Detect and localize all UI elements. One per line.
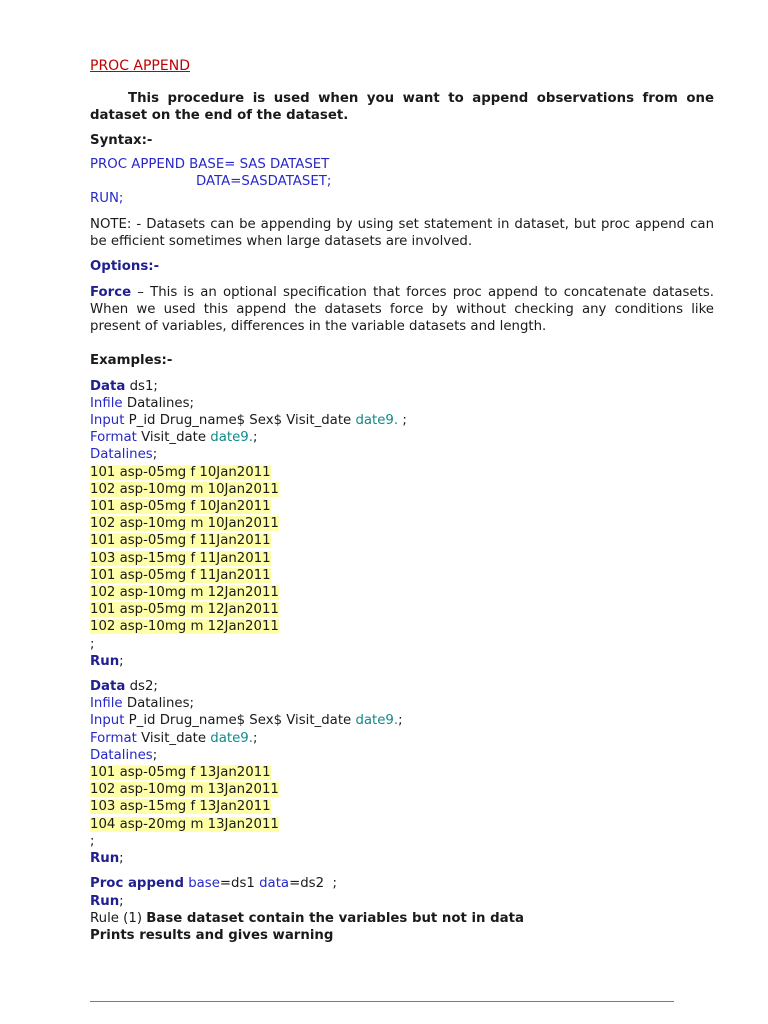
note-paragraph: NOTE: - Datasets can be appending by using set statement in dataset, but proc append can be efficient sometimes when large datasets are involved. bbox=[90, 217, 714, 250]
infile-keyword: Infile bbox=[90, 395, 123, 411]
run-keyword: Run bbox=[90, 893, 120, 909]
ds1-row-5 bbox=[90, 532, 714, 549]
data-row-text: 101 asp-05mg m 12Jan2011 bbox=[90, 602, 279, 618]
document-page bbox=[90, 56, 714, 944]
data-row-text: 102 asp-10mg m 13Jan2011 bbox=[90, 782, 279, 798]
ds1-run-line bbox=[90, 653, 714, 670]
run-keyword: Run bbox=[90, 653, 120, 669]
format-end: ; bbox=[252, 730, 258, 746]
ds1-code-block bbox=[90, 378, 714, 670]
ds1-row-1 bbox=[90, 464, 714, 481]
data-row-text: 102 asp-10mg m 10Jan2011 bbox=[90, 481, 279, 497]
force-paragraph bbox=[90, 284, 714, 335]
ds1-row-9 bbox=[90, 601, 714, 618]
infile-rest: Datalines; bbox=[122, 395, 194, 411]
run-keyword: Run bbox=[90, 851, 120, 867]
ds2-code-block bbox=[90, 678, 714, 867]
data-option-value: =ds2 ; bbox=[289, 876, 337, 892]
data-row-text: 104 asp-20mg m 13Jan2011 bbox=[90, 816, 279, 832]
format-value: date9. bbox=[210, 430, 253, 446]
ds1-row-8 bbox=[90, 584, 714, 601]
datalines-keyword: Datalines bbox=[90, 447, 153, 463]
data-keyword: Data bbox=[90, 378, 126, 394]
datalines-keyword: Datalines bbox=[90, 747, 153, 763]
ds1-input-line bbox=[90, 412, 714, 429]
input-end: ; bbox=[398, 713, 403, 729]
ds1-row-10 bbox=[90, 618, 714, 635]
ds1-datalines-line bbox=[90, 446, 714, 463]
data-keyword: Data bbox=[90, 679, 126, 695]
format-rest: Visit_date bbox=[136, 730, 211, 746]
input-end: ; bbox=[398, 413, 407, 429]
data-row-text: 103 asp-15mg f 11Jan2011 bbox=[90, 550, 271, 566]
ds1-infile-line bbox=[90, 395, 714, 412]
run-end: ; bbox=[119, 851, 124, 867]
ds1-row-3 bbox=[90, 498, 714, 515]
force-text: – This is an optional specification that forces proc append to concatenate datasets. When we used this append the datasets force by without checking any conditions like present of variables, differences in the variable datasets and length. bbox=[90, 285, 714, 335]
base-keyword: base bbox=[188, 876, 220, 892]
ds2-row-4 bbox=[90, 816, 714, 833]
base-value: =ds1 bbox=[219, 876, 260, 892]
syntax-block bbox=[90, 156, 714, 207]
format-keyword: Format bbox=[90, 730, 137, 746]
ds2-semicolon: ; bbox=[90, 833, 95, 849]
syntax-line-1: PROC APPEND BASE= SAS DATASET bbox=[90, 157, 330, 173]
format-end: ; bbox=[252, 430, 258, 446]
data-row-text: 102 asp-10mg m 10Jan2011 bbox=[90, 516, 279, 532]
page-title: PROC APPEND bbox=[90, 58, 190, 74]
ds1-row-4 bbox=[90, 515, 714, 532]
data-row-text: 101 asp-05mg f 11Jan2011 bbox=[90, 567, 271, 583]
infile-keyword: Infile bbox=[90, 696, 123, 712]
infile-rest: Datalines; bbox=[122, 696, 194, 712]
ds2-data-line bbox=[90, 678, 714, 695]
format-value: date9. bbox=[210, 730, 253, 746]
syntax-heading: Syntax:- bbox=[90, 133, 153, 148]
data-option-keyword: data bbox=[259, 876, 290, 892]
syntax-line-3: RUN; bbox=[90, 191, 124, 207]
rule-line-2: Prints results and gives warning bbox=[90, 927, 334, 943]
ds1-format-line bbox=[90, 429, 714, 446]
rule-line bbox=[90, 910, 714, 927]
data-row-text: 101 asp-05mg f 10Jan2011 bbox=[90, 499, 271, 515]
ds2-datalines-line bbox=[90, 747, 714, 764]
rule-prefix: Rule (1) bbox=[90, 910, 147, 926]
data-rest: ds1; bbox=[125, 378, 158, 394]
ds1-row-7 bbox=[90, 567, 714, 584]
data-row-text: 103 asp-15mg f 13Jan2011 bbox=[90, 799, 271, 815]
input-rest: P_id Drug_name$ Sex$ Visit_date bbox=[124, 713, 356, 729]
data-row-text: 102 asp-10mg m 12Jan2011 bbox=[90, 585, 279, 601]
datalines-end: ; bbox=[152, 447, 158, 463]
ds2-input-line bbox=[90, 712, 714, 729]
data-row-text: 101 asp-05mg f 10Jan2011 bbox=[90, 464, 271, 480]
data-row-text: 101 asp-05mg f 13Jan2011 bbox=[90, 765, 271, 781]
ds2-format-line bbox=[90, 730, 714, 747]
proc-append-block bbox=[90, 875, 714, 944]
rule-bold-text: Base dataset contain the variables but not in data bbox=[146, 910, 524, 926]
ds1-row-6 bbox=[90, 550, 714, 567]
intro-paragraph: This procedure is used when you want to append observations from one dataset on the end of the dataset. bbox=[90, 91, 714, 123]
ds2-row-2 bbox=[90, 781, 714, 798]
input-format: date9. bbox=[355, 713, 399, 729]
run-end: ; bbox=[119, 653, 124, 669]
data-row-text: 102 asp-10mg m 12Jan2011 bbox=[90, 619, 279, 635]
ds1-data-line bbox=[90, 378, 714, 395]
proc-keyword: Proc append bbox=[90, 876, 184, 892]
data-rest: ds2; bbox=[125, 679, 158, 695]
format-rest: Visit_date bbox=[136, 430, 211, 446]
ds2-infile-line bbox=[90, 695, 714, 712]
ds2-run-line bbox=[90, 850, 714, 867]
force-label: Force bbox=[90, 285, 132, 301]
ds2-row-3 bbox=[90, 798, 714, 815]
ds2-row-1 bbox=[90, 764, 714, 781]
syntax-line-2: DATA=SASDATASET; bbox=[196, 174, 332, 190]
datalines-end: ; bbox=[152, 747, 158, 763]
input-format: date9. bbox=[355, 413, 399, 429]
options-heading: Options:- bbox=[90, 259, 160, 275]
ds1-semicolon: ; bbox=[90, 636, 95, 652]
ds1-row-2 bbox=[90, 481, 714, 498]
format-keyword: Format bbox=[90, 430, 137, 446]
input-keyword: Input bbox=[90, 713, 125, 729]
run-end: ; bbox=[119, 893, 124, 909]
input-keyword: Input bbox=[90, 413, 125, 429]
proc-run-line bbox=[90, 893, 714, 910]
footer-divider bbox=[90, 1001, 674, 1002]
examples-heading: Examples:- bbox=[90, 353, 173, 369]
input-rest: P_id Drug_name$ Sex$ Visit_date bbox=[124, 413, 356, 429]
data-row-text: 101 asp-05mg f 11Jan2011 bbox=[90, 533, 271, 549]
proc-append-line bbox=[90, 875, 714, 892]
